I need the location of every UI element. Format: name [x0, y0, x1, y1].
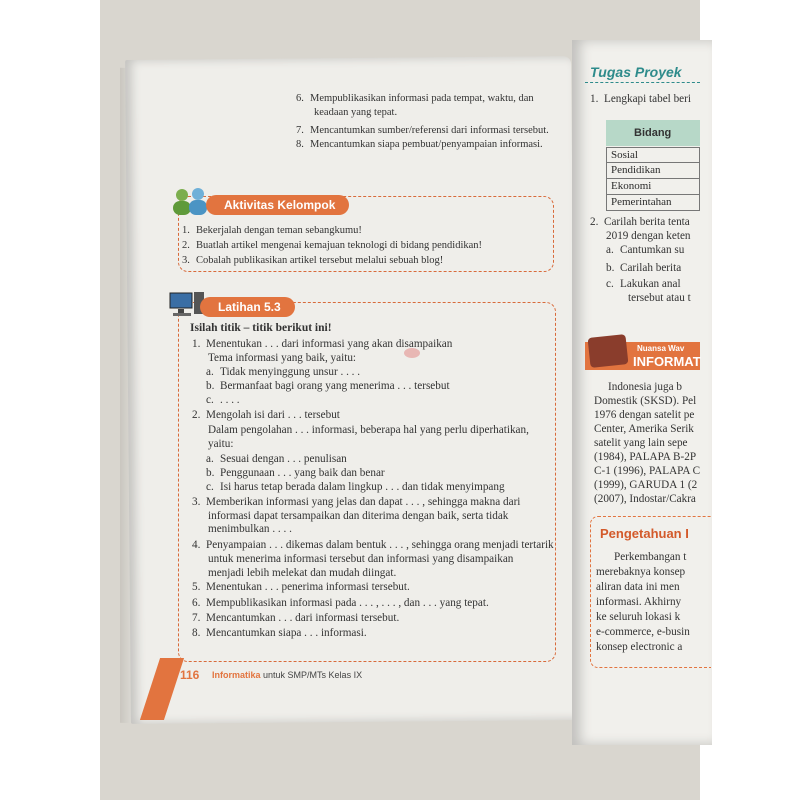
- footer-rest: untuk SMP/MTs Kelas IX: [263, 670, 363, 680]
- latihan-line-text: Mencantumkan siapa . . . informasi.: [206, 627, 367, 639]
- latihan-line: [206, 452, 347, 466]
- tugas-line-text: Lakukan anal: [620, 278, 681, 290]
- nuansa-line-text: (2007), Indostar/Cakra: [594, 493, 696, 505]
- tugas-item-1-text: Lengkapi tabel beri: [604, 93, 691, 105]
- latihan-line-num: 1.: [192, 338, 201, 350]
- latihan-line-num: a.: [206, 453, 214, 465]
- tugas-line-text: Cantumkan su: [620, 244, 685, 256]
- aktivitas-item-num: 3.: [182, 255, 190, 266]
- latihan-title: Latihan 5.3: [200, 297, 295, 317]
- latihan-line-text: untuk menerima informasi tersebut dan informasi yang disampaikan: [208, 553, 514, 565]
- tugas-line: [628, 291, 691, 305]
- aktivitas-title: Aktivitas Kelompok: [206, 195, 349, 215]
- nuansa-line-text: satelit yang lain sepe: [594, 437, 688, 449]
- nuansa-line-text: 1976 dengan satelit pe: [594, 409, 695, 421]
- tugas-divider: [585, 82, 700, 83]
- footer-brand: Informatika: [212, 670, 261, 680]
- pengetahuan-line-text: ke seluruh lokasi k: [596, 611, 681, 623]
- latihan-line-num: 7.: [192, 612, 201, 624]
- tugas-line: [590, 215, 690, 229]
- latihan-line-text: Penggunaan . . . yang baik dan benar: [220, 467, 385, 479]
- tugas-line-text: tersebut atau t: [628, 292, 691, 304]
- top-list-item: [296, 92, 534, 105]
- top-list-item-text: Mempublikasikan informasi pada tempat, waktu, dan: [310, 93, 534, 104]
- tugas-line: [606, 277, 681, 291]
- pengetahuan-line-text: aliran data ini men: [596, 581, 680, 593]
- latihan-line-text: Sesuai dengan . . . penulisan: [220, 453, 347, 465]
- latihan-line-num: 5.: [192, 581, 201, 593]
- pengetahuan-line-text: merebaknya konsep: [596, 566, 686, 578]
- latihan-line: [208, 423, 529, 437]
- nuansa-line: [594, 464, 700, 478]
- nuansa-line: [608, 380, 682, 394]
- top-list-item: [296, 138, 543, 151]
- people-icon: [168, 186, 212, 216]
- tugas-line: [606, 261, 681, 275]
- latihan-line-num: 6.: [192, 597, 201, 609]
- nuansa-title: INFORMAT: [633, 354, 701, 369]
- nuansa-line-text: Indonesia juga b: [608, 381, 682, 393]
- latihan-line-num: 8.: [192, 627, 201, 639]
- top-list-item-num: 7.: [296, 125, 304, 136]
- pengetahuan-title: Pengetahuan I: [600, 526, 689, 541]
- latihan-line-num: c.: [206, 481, 214, 493]
- latihan-line: [206, 480, 505, 494]
- latihan-line: [208, 509, 508, 523]
- tugas-line: [606, 229, 691, 243]
- latihan-line-text: yaitu:: [208, 438, 234, 450]
- tugas-line-text: 2019 dengan keten: [606, 230, 691, 242]
- aktivitas-item-text: Cobalah publikasikan artikel tersebut melalui sebuah blog!: [196, 255, 444, 266]
- nuansa-line: [594, 492, 696, 506]
- table-header: Bidang: [606, 120, 700, 146]
- aktivitas-item-text: Bekerjalah dengan teman sebangkumu!: [196, 225, 362, 236]
- latihan-line-num: a.: [206, 366, 214, 378]
- nuansa-line: [594, 478, 697, 492]
- nuansa-line-text: (1999), GARUDA 1 (2: [594, 479, 698, 491]
- aktivitas-item: [182, 224, 362, 237]
- nuansa-line: [594, 394, 696, 408]
- latihan-line-text: Menentukan . . . penerima informasi tersebut.: [206, 581, 410, 593]
- nuansa-line-text: C-1 (1996), PALAPA C: [594, 465, 701, 477]
- latihan-line-text: Dalam pengolahan . . . informasi, beberapa hal yang perlu diperhatikan,: [208, 424, 529, 436]
- top-list-item: [314, 106, 397, 119]
- latihan-line-text: informasi dapat tersampaikan dan diterima dengan baik, serta tidak: [208, 510, 509, 522]
- latihan-line-text: Mencantumkan . . . dari informasi tersebut.: [206, 612, 400, 624]
- latihan-line-num: b.: [206, 380, 215, 392]
- latihan-line: [208, 351, 356, 365]
- tugas-line-num: c.: [606, 278, 614, 290]
- tugas-item-1: [590, 92, 691, 106]
- pengetahuan-line: [596, 595, 681, 609]
- nuansa-line: [594, 450, 696, 464]
- latihan-line-text: . . . .: [220, 394, 240, 406]
- latihan-line: [192, 596, 489, 610]
- latihan-line: [206, 466, 385, 480]
- aktivitas-item: [182, 254, 443, 267]
- latihan-line-num: 3.: [192, 496, 201, 508]
- nuansa-line-text: Center, Amerika Serik: [594, 423, 694, 435]
- tugas-item-1-num: 1.: [590, 93, 599, 105]
- pengetahuan-line-text: Perkembangan t: [614, 551, 687, 563]
- latihan-line: [206, 365, 360, 379]
- latihan-line: [208, 566, 396, 580]
- red-smudge: [404, 348, 420, 358]
- pengetahuan-line-text: e-commerce, e-busin: [596, 626, 690, 638]
- latihan-line-num: c.: [206, 394, 214, 406]
- tugas-proyek-title: Tugas Proyek: [590, 64, 682, 80]
- latihan-line: [192, 611, 399, 625]
- tugas-line-text: Carilah berita: [620, 262, 682, 274]
- tugas-line-num: b.: [606, 262, 615, 274]
- top-list-item-text: Mencantumkan siapa pembuat/penyampaian informasi.: [310, 139, 543, 150]
- latihan-line-text: Tema informasi yang baik, yaitu:: [208, 352, 357, 364]
- latihan-line: [208, 437, 233, 451]
- table-row: Pendidikan: [606, 163, 700, 179]
- latihan-line-text: Bermanfaat bagi orang yang menerima . . . tersebut: [220, 380, 450, 392]
- top-list-item-text: keadaan yang tepat.: [314, 107, 398, 118]
- nuansa-subtitle: Nuansa Wav: [637, 344, 685, 353]
- latihan-line: [192, 408, 340, 422]
- latihan-line-text: Menentukan . . . dari informasi yang akan disampaikan: [206, 338, 453, 350]
- nuansa-line-text: Domestik (SKSD). Pel: [594, 395, 697, 407]
- page-number: 116: [180, 668, 200, 682]
- latihan-line: [208, 552, 513, 566]
- pengetahuan-line: [596, 565, 685, 579]
- tugas-line-num: 2.: [590, 216, 599, 228]
- latihan-line: [208, 522, 292, 536]
- latihan-line-text: Tidak menyinggung unsur . . . .: [220, 366, 361, 378]
- tugas-line-text: Carilah berita tenta: [604, 216, 690, 228]
- tugas-line: [606, 243, 684, 257]
- latihan-line: [192, 538, 554, 552]
- latihan-line: [206, 393, 240, 407]
- latihan-line-text: Mempublikasikan informasi pada . . . , . . . , dan . . . yang tepat.: [206, 597, 489, 609]
- latihan-line-text: Penyampaian . . . dikemas dalam bentuk . . . , sehingga orang menjadi tertarik: [206, 539, 554, 551]
- table-row: Pemerintahan: [606, 195, 700, 211]
- latihan-line: [206, 379, 450, 393]
- top-list-item-num: 8.: [296, 139, 304, 150]
- latihan-line-text: menimbulkan . . . .: [208, 523, 292, 535]
- latihan-line: [192, 626, 367, 640]
- aktivitas-item: [182, 239, 482, 252]
- pengetahuan-line: [596, 610, 680, 624]
- latihan-line-num: b.: [206, 467, 215, 479]
- aktivitas-item-text: Buatlah artikel mengenai kemajuan teknologi di bidang pendidikan!: [196, 240, 483, 251]
- latihan-line-text: Mengolah isi dari . . . tersebut: [206, 409, 340, 421]
- nuansa-line: [594, 422, 694, 436]
- pengetahuan-line-text: informasi. Akhirny: [596, 596, 682, 608]
- top-list-item: [296, 124, 549, 137]
- pengetahuan-line: [596, 625, 690, 639]
- pengetahuan-line: [614, 550, 686, 564]
- latihan-line-text: Memberikan informasi yang jelas dan dapat . . . , sehingga makna dari: [206, 496, 521, 508]
- latihan-line: [192, 495, 520, 509]
- pengetahuan-line: [596, 640, 682, 654]
- pengetahuan-line-text: konsep electronic a: [596, 641, 683, 653]
- top-list-item-num: 6.: [296, 93, 304, 104]
- aktivitas-item-num: 1.: [182, 225, 190, 236]
- latihan-line-text: menjadi lebih melekat dan mudah diingat.: [208, 567, 397, 579]
- footer-book-title: [212, 670, 362, 680]
- nuansa-line: [594, 408, 694, 422]
- latihan-line: [192, 580, 410, 594]
- camera-icon: [588, 334, 629, 368]
- nuansa-line: [594, 436, 688, 450]
- tugas-line-num: a.: [606, 244, 614, 256]
- top-list-item-text: Mencantumkan sumber/referensi dari informasi tersebut.: [310, 125, 549, 136]
- latihan-line-text: Isi harus tetap berada dalam lingkup . . . dan tidak menyimpang: [220, 481, 505, 493]
- table-row: Ekonomi: [606, 179, 700, 195]
- latihan-line-num: 4.: [192, 539, 201, 551]
- pengetahuan-line: [596, 580, 680, 594]
- latihan-line-num: 2.: [192, 409, 201, 421]
- aktivitas-item-num: 2.: [182, 240, 190, 251]
- table-row: Sosial: [606, 147, 700, 163]
- latihan-instruction: Isilah titik – titik berikut ini!: [190, 322, 332, 334]
- nuansa-line-text: (1984), PALAPA B-2P: [594, 451, 697, 463]
